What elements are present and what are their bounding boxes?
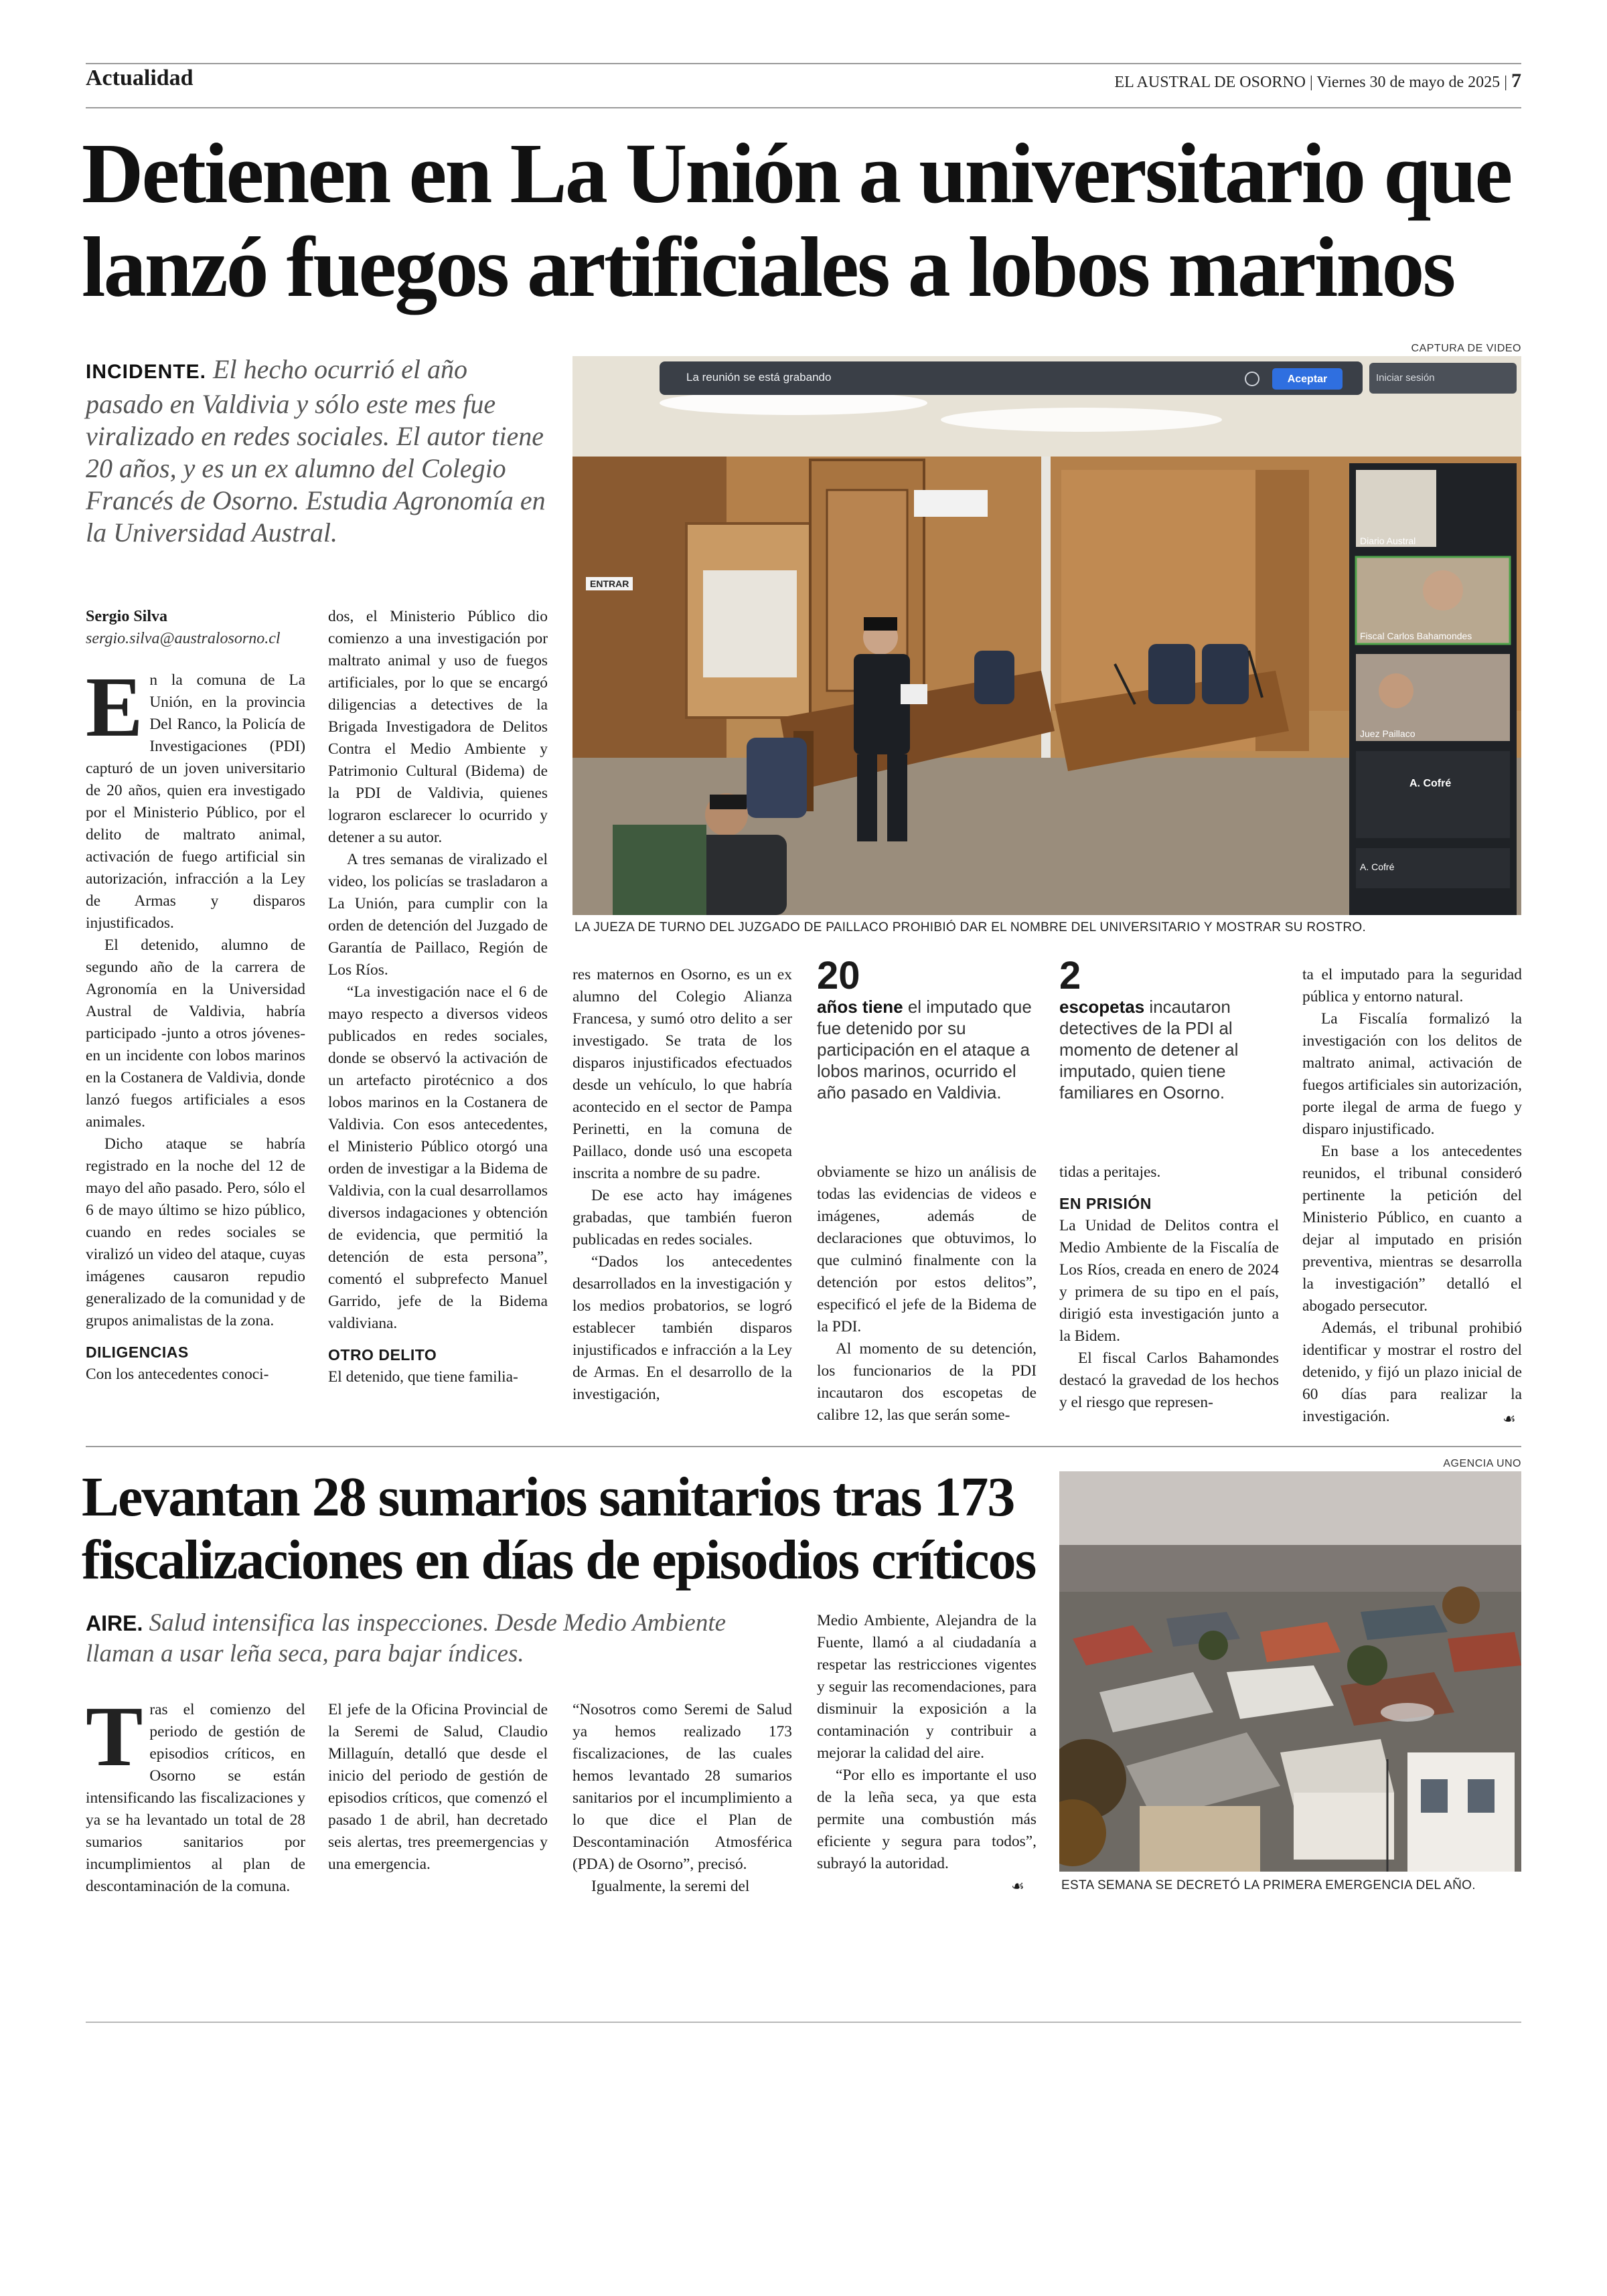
paragraph: Además, el tribunal prohibió identificar y mostrar el rostro del detenido, y fijó un plazo inicial de 60 días para realizar la investigación.	[1302, 1319, 1522, 1425]
paragraph: “Dados los antecedentes desarrollados en la investigación y los medios probatorios, se logró establecer también disparos injustificados e infracción a la Ley de Armas. En el desarrollo de la investigación,	[572, 1253, 792, 1403]
dropcap: T	[86, 1689, 143, 1784]
paragraph: res maternos en Osorno, es un ex alumno del Colegio Alianza Francesa, y sumó otro delito a ser investigado. Se trata de los disparos injustificados efectuados desde un vehículo, lo que habría acontecido en el sector de Pampa Perinetti, en la comuna de Paillaco, donde usó una escopeta inscrita a nombre de su padre.	[572, 966, 792, 1182]
paragraph: dos, el Ministerio Público dio comienzo a una investigación por maltrato animal y uso de fuegos artificiales, por lo que se encargó diligencias a detectives de la Brigada Investigadora de Delitos Contra el Medio Ambiente y Patrimonio Cultural (Bidema) de la PDI de Valdivia, quienes lograron esclarecer lo ocurrido y detener a su autor.	[328, 608, 548, 846]
story2-column-4	[817, 1610, 1037, 1875]
story1-column-5	[1059, 1161, 1279, 1414]
story1-photo-caption: LA JUEZA DE TURNO DEL JUZGADO DE PAILLACO PROHIBIÓ DAR EL NOMBRE DEL UNIVERSITARIO Y MOSTRAR SU ROSTRO.	[575, 920, 1367, 934]
story1-deck-text: El hecho ocurrió el año pasado en Valdivia y sólo este mes fue viralizado en redes sociales. El autor tiene 20 años, y es un ex alumno del Colegio Francés de Osorno. Estudia Agronomía en la Universidad Austral.	[86, 354, 546, 548]
page-folio: EL AUSTRAL DE OSORNO | Viernes 30 de mayo de 2025 | 7	[1114, 70, 1521, 92]
story2-column-1	[86, 1689, 305, 1898]
end-mark-icon: ☙	[1011, 1878, 1024, 1895]
story1-column-3	[572, 964, 792, 1406]
publication-date: Viernes 30 de mayo de 2025	[1316, 74, 1501, 91]
paragraph: ta el imputado para la seguridad pública y entorno natural.	[1302, 966, 1522, 1005]
story2-deck-text: Salud intensifica las inspecciones. Desde Medio Ambiente llaman a usar leña seca, para bajar índices.	[86, 1609, 726, 1667]
story2-headline-line1: Levantan 28 sumarios sanitarios tras 173	[82, 1466, 1014, 1528]
fact-desc: el imputado que fue detenido por su participación en el ataque a lobos marinos, ocurrido el año pasado en Valdivia.	[817, 997, 1032, 1102]
top-rule	[86, 63, 1521, 64]
story1-column-4	[817, 1161, 1037, 1426]
paragraph: ras el comienzo del periodo de gestión de episodios críticos, en Osorno se están intensificando las fiscalizaciones y ya se ha levantado un total de 28 sumarios sanitarios por incumplimientos al plan de descontaminación de la comuna.	[86, 1701, 305, 1895]
author-email: sergio.silva@australosorno.cl	[86, 630, 281, 647]
dropcap: E	[86, 659, 143, 754]
fact-text	[817, 996, 1038, 1103]
accept-button: Aceptar	[1287, 374, 1328, 385]
paragraph: A tres semanas de viralizado el video, los policías se trasladaron a La Unión, para cumplir con la orden de detención del Juzgado de Garantía de Paillaco, Región de Los Ríos.	[328, 851, 548, 979]
fact-label: escopetas	[1059, 997, 1145, 1017]
fact-box-20	[817, 956, 1038, 1103]
story2-column-2	[328, 1699, 548, 1876]
paragraph: “Por ello es importante el uso de la leña seca, ya que esta permite una combustión más eficiente y segura para todos”, subrayó la autoridad.	[817, 1767, 1037, 1872]
paragraph: “Nosotros como Seremi de Salud ya hemos realizado 173 fiscalizaciones, de las cuales hemos levantado 28 sumarios sanitarios por el incumplimiento a lo que dice el Plan de Descontaminación Atmosférica (PDA) de Osorno”, precisó.	[572, 1701, 792, 1873]
bottom-rule	[86, 2022, 1521, 2023]
paragraph: El detenido, que tiene familia-	[328, 1368, 518, 1386]
paragraph: El fiscal Carlos Bahamondes destacó la gravedad de los hechos y el riesgo que represen-	[1059, 1349, 1279, 1411]
fact-number: 2	[1059, 954, 1081, 997]
recording-notice: La reunión se está grabando	[686, 371, 832, 384]
paragraph: Medio Ambiente, Alejandra de la Fuente, llamó a al ciudadanía a respetar las restricciones vigentes y seguir las recomendaciones, para disminuir la exposición a la contaminación y contribuir a mejorar la calidad del aire.	[817, 1612, 1037, 1762]
fact-number: 20	[817, 954, 860, 997]
subhead: DILIGENCIAS	[86, 1343, 189, 1361]
story1-column-2	[328, 606, 548, 1388]
paragraph: Con los antecedentes conoci-	[86, 1366, 269, 1383]
section-label: Actualidad	[86, 66, 194, 90]
story2-photo-credit: AGENCIA UNO	[1443, 1458, 1521, 1469]
story2-headline-line2: fiscalizaciones en días de episodios críticos	[82, 1529, 1036, 1592]
story2-headline	[82, 1466, 1073, 1592]
paragraph: En base a los antecedentes reunidos, el tribunal consideró pertinente la petición del Ministerio Público, en cuanto a dejar al imputado en prisión preventiva, mientras se desarrolla la investigación” detalló el abogado persecutor.	[1302, 1143, 1522, 1315]
story2-photo-caption: ESTA SEMANA SE DECRETÓ LA PRIMERA EMERGENCIA DEL AÑO.	[1061, 1878, 1476, 1892]
story1-photo-credit: CAPTURA DE VIDEO	[1411, 343, 1521, 354]
courtroom-video-photo	[572, 356, 1521, 915]
story1-kicker: INCIDENTE.	[86, 361, 207, 383]
header-rule	[86, 107, 1521, 108]
story-divider	[86, 1446, 1521, 1447]
subhead: EN PRISIÓN	[1059, 1195, 1152, 1212]
story1-deck	[86, 353, 548, 549]
paragraph: De ese acto hay imágenes grabadas, que también fueron publicadas en redes sociales.	[572, 1187, 792, 1248]
author-name: Sergio Silva	[86, 608, 168, 625]
session-button: Iniciar sesión	[1376, 372, 1435, 384]
participant-label: A. Cofré	[1409, 778, 1452, 789]
participant-label: Diario Austral	[1360, 536, 1416, 546]
page-number: 7	[1511, 70, 1521, 92]
participant-label: A. Cofré	[1360, 862, 1395, 872]
participant-label: Juez Paillaco	[1360, 728, 1415, 739]
paragraph: Dicho ataque se habría registrado en la noche del 12 de mayo del año pasado. Pero, sólo el 6 de mayo último se hizo público, cuando en redes sociales se viralizó un video del ataque, cuyas imágenes causaron repudio generalizado de la comunidad y de grupos animalistas de la zona.	[86, 1135, 305, 1329]
fact-text	[1059, 996, 1280, 1103]
story2-kicker: AIRE.	[86, 1611, 143, 1635]
paragraph: tidas a peritajes.	[1059, 1163, 1161, 1181]
paragraph: “La investigación nace el 6 de mayo respecto a diversos videos publicados en redes sociales, donde se observó la activación de un artefacto pirotécnico a dos lobos marinos en la Costanera de Valdivia. Con esos antecedentes, el Ministerio Público otorgó una orden de investigar a la Bidema de Valdivia, con la cual desarrollamos diversos indagaciones y obtención de evidencia, que permitió la detención de esta persona”, comentó el subprefecto Manuel Garrido, jefe de la Bidema valdiviana.	[328, 983, 548, 1332]
story1-column-1	[86, 659, 305, 1386]
paragraph: n la comuna de La Unión, en la provincia Del Ranco, la Policía de Investigaciones (PDI) capturó de un joven universitario de 20 años, quien era investigado por el Ministerio Público, por el delito de maltrato animal, activación de fuego artificial sin autorización, infracción a la Ley de Armas y disparos injustificados.	[86, 671, 305, 932]
publication-name: EL AUSTRAL DE OSORNO	[1114, 74, 1306, 91]
story2-column-3	[572, 1699, 792, 1898]
story1-headline	[82, 127, 1541, 314]
enter-sign: ENTRAR	[586, 577, 633, 590]
paragraph: El jefe de la Oficina Provincial de la Seremi de Salud, Claudio Millaguín, detalló que desde el inicio del periodo de gestión de episodios críticos, que comenzó el pasado 1 de abril, han decretado seis alertas, tres preemergencias y una emergencia.	[328, 1701, 548, 1873]
city-rooftops-illustration	[1059, 1471, 1521, 1872]
fact-desc: incautaron detectives de la PDI al momento de detener al imputado, quien tiene familiares en Osorno.	[1059, 997, 1239, 1102]
story1-headline-line1: Detienen en La Unión a universitario que	[82, 126, 1511, 221]
byline	[86, 606, 281, 650]
participant-label: Fiscal Carlos Bahamondes	[1360, 631, 1472, 641]
paragraph: La Fiscalía formalizó la investigación con los delitos de maltrato animal, activación de fuegos artificiales sin autorización, porte ilegal de arma de fuego y disparo injustificado.	[1302, 1010, 1522, 1138]
paragraph: La Unidad de Delitos contra el Medio Ambiente de la Fiscalía de Los Ríos, creada en enero de 2024 y primera de su tipo en el país, dirigió esta investigación junto a la Bidem.	[1059, 1217, 1279, 1345]
subhead: OTRO DELITO	[328, 1346, 437, 1364]
story1-headline-line2: lanzó fuegos artificiales a lobos marinos	[82, 219, 1454, 315]
end-mark-icon: ☙	[1503, 1411, 1516, 1428]
fact-box-2	[1059, 956, 1280, 1103]
osorno-aerial-photo	[1059, 1471, 1521, 1872]
paragraph: Igualmente, la seremi del	[591, 1878, 750, 1895]
paragraph: El detenido, alumno de segundo año de la carrera de Agronomía en la Universidad Austral de Valdivia, habría participado -junto a otros jóvenes- en un incidente con lobos marinos en la Costanera de Valdivia, donde lanzó fuegos artificiales a esos animales.	[86, 936, 305, 1131]
paragraph: Al momento de su detención, los funcionarios de la PDI incautaron dos escopetas de calibre 12, las que serán some-	[817, 1340, 1037, 1424]
paragraph: obviamente se hizo un análisis de todas las evidencias de videos e imágenes, además de declaraciones que obtuvimos, lo que culminó finalmente con la detención por estos delitos”, especificó el jefe de la Bidema de la PDI.	[817, 1163, 1037, 1335]
story1-column-6	[1302, 964, 1522, 1428]
story2-deck	[86, 1608, 755, 1669]
fact-label: años tiene	[817, 997, 903, 1017]
